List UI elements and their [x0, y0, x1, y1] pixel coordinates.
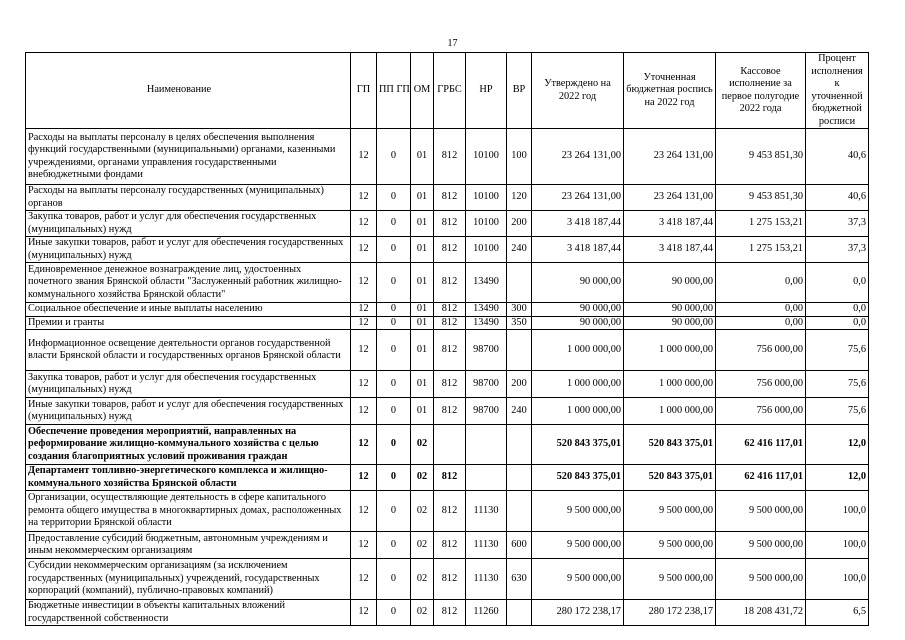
cell-gp: 12: [351, 559, 377, 600]
cell-cash: 1 275 153,21: [716, 237, 806, 263]
table-row: [26, 371, 869, 398]
cell-ppgp: 0: [377, 330, 411, 371]
cell-grbs: 812: [434, 532, 466, 559]
cell-np: 13490: [466, 263, 507, 303]
cell-np: 10100: [466, 185, 507, 211]
cell-refined: 23 264 131,00: [624, 185, 716, 211]
cell-vr: 300: [507, 303, 532, 317]
cell-refined: 1 000 000,00: [624, 398, 716, 425]
cell-np: 13490: [466, 316, 507, 330]
cell-om: 02: [411, 425, 434, 465]
table-row: [26, 559, 869, 600]
cell-name: Организации, осуществляющие деятельность в сфере капитального ремонта общего имущества в многоквартирных домах, расположенных на территории Брянской области: [26, 491, 351, 532]
cell-vr: [507, 425, 532, 465]
cell-gp: 12: [351, 237, 377, 263]
cell-name: Закупка товаров, работ и услуг для обеспечения государственных (муниципальных) нужд: [26, 211, 351, 237]
cell-refined: 1 000 000,00: [624, 330, 716, 371]
cell-refined: 9 500 000,00: [624, 491, 716, 532]
cell-om: 01: [411, 330, 434, 371]
cell-name: Социальное обеспечение и иные выплаты населению: [26, 303, 351, 317]
cell-name: Расходы на выплаты персоналу государственных (муниципальных) органов: [26, 185, 351, 211]
cell-name: Обеспечение проведения мероприятий, направленных на реформирование жилищно-коммунального хозяйства с целью создания благоприятных условий проживания граждан: [26, 425, 351, 465]
cell-percent: 75,6: [806, 330, 869, 371]
table-header-row: [26, 53, 869, 129]
cell-np: 98700: [466, 398, 507, 425]
cell-np: [466, 425, 507, 465]
cell-approved: 3 418 187,44: [532, 237, 624, 263]
cell-gp: 12: [351, 303, 377, 317]
cell-om: 01: [411, 263, 434, 303]
cell-percent: 37,3: [806, 237, 869, 263]
cell-om: 01: [411, 303, 434, 317]
cell-approved: 90 000,00: [532, 263, 624, 303]
cell-np: 10100: [466, 211, 507, 237]
cell-vr: [507, 330, 532, 371]
cell-cash: 18 208 431,72: [716, 600, 806, 626]
cell-np: 11130: [466, 491, 507, 532]
cell-name: Расходы на выплаты персоналу в целях обеспечения выполнения функций государственными (муниципальными) органами, казенными учреждениями, органами управления государственными внебюджетными фондами: [26, 129, 351, 185]
cell-gp: 12: [351, 371, 377, 398]
cell-gp: 12: [351, 316, 377, 330]
cell-name: Единовременное денежное вознаграждение лиц, удостоенных почетного звания Брянской области "Заслуженный работник жилищно-коммунального хозяйства Брянской области": [26, 263, 351, 303]
table-row: [26, 532, 869, 559]
cell-cash: 756 000,00: [716, 330, 806, 371]
header-om: ОМ: [411, 53, 434, 129]
cell-grbs: 812: [434, 600, 466, 626]
cell-grbs: 812: [434, 330, 466, 371]
cell-grbs: 812: [434, 559, 466, 600]
cell-percent: 12,0: [806, 465, 869, 491]
cell-name: Предоставление субсидий бюджетным, автономным учреждениям и иным некоммерческим организациям: [26, 532, 351, 559]
header-gp: ГП: [351, 53, 377, 129]
header-approved: Утверждено на 2022 год: [532, 53, 624, 129]
cell-grbs: 812: [434, 211, 466, 237]
cell-ppgp: 0: [377, 316, 411, 330]
cell-cash: 9 500 000,00: [716, 491, 806, 532]
cell-name: Информационное освещение деятельности органов государственной власти Брянской области и государственных органов Брянской области: [26, 330, 351, 371]
cell-np: 11260: [466, 600, 507, 626]
cell-refined: 520 843 375,01: [624, 465, 716, 491]
cell-vr: 350: [507, 316, 532, 330]
cell-approved: 520 843 375,01: [532, 465, 624, 491]
cell-vr: [507, 263, 532, 303]
cell-np: 98700: [466, 371, 507, 398]
table-row: [26, 398, 869, 425]
cell-name: Субсидии некоммерческим организациям (за исключением государственных (муниципальных) учреждений, государственных корпораций (компаний), публично-правовых компаний): [26, 559, 351, 600]
cell-grbs: 812: [434, 303, 466, 317]
cell-grbs: 812: [434, 237, 466, 263]
cell-cash: 756 000,00: [716, 398, 806, 425]
cell-percent: 100,0: [806, 532, 869, 559]
cell-om: 01: [411, 398, 434, 425]
header-grbs: ГРБС: [434, 53, 466, 129]
cell-approved: 1 000 000,00: [532, 398, 624, 425]
cell-percent: 0,0: [806, 316, 869, 330]
header-np: НР: [466, 53, 507, 129]
cell-cash: 0,00: [716, 263, 806, 303]
cell-ppgp: 0: [377, 303, 411, 317]
cell-percent: 6,5: [806, 600, 869, 626]
cell-vr: [507, 600, 532, 626]
cell-approved: 1 000 000,00: [532, 371, 624, 398]
cell-cash: 0,00: [716, 316, 806, 330]
cell-grbs: 812: [434, 398, 466, 425]
cell-percent: 0,0: [806, 303, 869, 317]
cell-name: Закупка товаров, работ и услуг для обеспечения государственных (муниципальных) нужд: [26, 371, 351, 398]
cell-grbs: 812: [434, 129, 466, 185]
cell-approved: 3 418 187,44: [532, 211, 624, 237]
cell-gp: 12: [351, 465, 377, 491]
cell-vr: 200: [507, 211, 532, 237]
cell-om: 02: [411, 600, 434, 626]
table-row: [26, 465, 869, 491]
cell-np: 98700: [466, 330, 507, 371]
cell-cash: 0,00: [716, 303, 806, 317]
cell-percent: 37,3: [806, 211, 869, 237]
cell-percent: 40,6: [806, 185, 869, 211]
cell-name: Иные закупки товаров, работ и услуг для обеспечения государственных (муниципальных) нужд: [26, 398, 351, 425]
cell-np: 10100: [466, 237, 507, 263]
header-percent: Процент исполнения к уточненной бюджетной росписи: [806, 53, 869, 129]
table-row: [26, 303, 869, 317]
cell-om: 02: [411, 465, 434, 491]
table-row: [26, 491, 869, 532]
table-row: [26, 237, 869, 263]
cell-refined: 3 418 187,44: [624, 237, 716, 263]
cell-grbs: 812: [434, 263, 466, 303]
cell-name: Премии и гранты: [26, 316, 351, 330]
cell-ppgp: 0: [377, 371, 411, 398]
cell-gp: 12: [351, 211, 377, 237]
cell-grbs: 812: [434, 465, 466, 491]
cell-refined: 90 000,00: [624, 263, 716, 303]
cell-gp: 12: [351, 263, 377, 303]
cell-om: 01: [411, 211, 434, 237]
cell-approved: 23 264 131,00: [532, 129, 624, 185]
cell-refined: 280 172 238,17: [624, 600, 716, 626]
cell-cash: 62 416 117,01: [716, 425, 806, 465]
cell-gp: 12: [351, 330, 377, 371]
cell-percent: 100,0: [806, 559, 869, 600]
cell-np: 11130: [466, 532, 507, 559]
cell-name: Иные закупки товаров, работ и услуг для обеспечения государственных (муниципальных) нужд: [26, 237, 351, 263]
cell-gp: 12: [351, 425, 377, 465]
cell-ppgp: 0: [377, 237, 411, 263]
cell-cash: 62 416 117,01: [716, 465, 806, 491]
table-body: [26, 129, 869, 626]
cell-ppgp: 0: [377, 185, 411, 211]
cell-cash: 756 000,00: [716, 371, 806, 398]
cell-ppgp: 0: [377, 211, 411, 237]
header-name: Наименование: [26, 53, 351, 129]
cell-np: 10100: [466, 129, 507, 185]
cell-vr: 100: [507, 129, 532, 185]
cell-ppgp: 0: [377, 600, 411, 626]
cell-np: 13490: [466, 303, 507, 317]
cell-approved: 9 500 000,00: [532, 532, 624, 559]
cell-grbs: 812: [434, 491, 466, 532]
cell-percent: 40,6: [806, 129, 869, 185]
cell-np: 11130: [466, 559, 507, 600]
cell-ppgp: 0: [377, 425, 411, 465]
cell-ppgp: 0: [377, 491, 411, 532]
cell-grbs: 812: [434, 371, 466, 398]
cell-cash: 1 275 153,21: [716, 211, 806, 237]
table-row: [26, 600, 869, 626]
table-row: [26, 211, 869, 237]
cell-ppgp: 0: [377, 559, 411, 600]
page-number: 17: [447, 38, 458, 49]
cell-approved: 1 000 000,00: [532, 330, 624, 371]
cell-om: 01: [411, 371, 434, 398]
cell-approved: 9 500 000,00: [532, 491, 624, 532]
cell-vr: 630: [507, 559, 532, 600]
cell-refined: 3 418 187,44: [624, 211, 716, 237]
cell-cash: 9 500 000,00: [716, 532, 806, 559]
cell-om: 02: [411, 491, 434, 532]
cell-vr: 200: [507, 371, 532, 398]
cell-gp: 12: [351, 532, 377, 559]
cell-percent: 0,0: [806, 263, 869, 303]
cell-refined: 1 000 000,00: [624, 371, 716, 398]
budget-table: [25, 52, 869, 626]
cell-approved: 90 000,00: [532, 303, 624, 317]
cell-om: 01: [411, 185, 434, 211]
cell-approved: 520 843 375,01: [532, 425, 624, 465]
cell-refined: 23 264 131,00: [624, 129, 716, 185]
cell-approved: 9 500 000,00: [532, 559, 624, 600]
cell-cash: 9 453 851,30: [716, 129, 806, 185]
cell-percent: 100,0: [806, 491, 869, 532]
cell-om: 02: [411, 532, 434, 559]
table-row: [26, 263, 869, 303]
cell-gp: 12: [351, 600, 377, 626]
cell-om: 01: [411, 237, 434, 263]
cell-refined: 90 000,00: [624, 303, 716, 317]
cell-gp: 12: [351, 129, 377, 185]
cell-name: Бюджетные инвестиции в объекты капитальных вложений государственной собственности: [26, 600, 351, 626]
cell-vr: 240: [507, 237, 532, 263]
table-row: [26, 185, 869, 211]
cell-ppgp: 0: [377, 263, 411, 303]
cell-grbs: 812: [434, 185, 466, 211]
cell-ppgp: 0: [377, 398, 411, 425]
cell-gp: 12: [351, 398, 377, 425]
cell-vr: [507, 465, 532, 491]
cell-percent: 75,6: [806, 398, 869, 425]
cell-refined: 90 000,00: [624, 316, 716, 330]
cell-approved: 280 172 238,17: [532, 600, 624, 626]
cell-percent: 12,0: [806, 425, 869, 465]
header-refined: Уточненная бюджетная роспись на 2022 год: [624, 53, 716, 129]
cell-np: [466, 465, 507, 491]
cell-vr: [507, 491, 532, 532]
cell-approved: 23 264 131,00: [532, 185, 624, 211]
cell-percent: 75,6: [806, 371, 869, 398]
cell-grbs: 812: [434, 316, 466, 330]
cell-om: 01: [411, 129, 434, 185]
cell-grbs: [434, 425, 466, 465]
cell-vr: 240: [507, 398, 532, 425]
cell-name: Департамент топливно-энергетического комплекса и жилищно-коммунального хозяйства Брянской области: [26, 465, 351, 491]
cell-refined: 9 500 000,00: [624, 532, 716, 559]
cell-vr: 600: [507, 532, 532, 559]
table-row: [26, 425, 869, 465]
cell-refined: 9 500 000,00: [624, 559, 716, 600]
cell-ppgp: 0: [377, 129, 411, 185]
cell-ppgp: 0: [377, 532, 411, 559]
table-row: [26, 330, 869, 371]
cell-gp: 12: [351, 491, 377, 532]
cell-cash: 9 453 851,30: [716, 185, 806, 211]
cell-vr: 120: [507, 185, 532, 211]
cell-gp: 12: [351, 185, 377, 211]
cell-om: 02: [411, 559, 434, 600]
header-ppgp: ПП ГП: [377, 53, 411, 129]
cell-om: 01: [411, 316, 434, 330]
cell-ppgp: 0: [377, 465, 411, 491]
table-row: [26, 129, 869, 185]
cell-cash: 9 500 000,00: [716, 559, 806, 600]
cell-approved: 90 000,00: [532, 316, 624, 330]
header-cash: Кассовое исполнение за первое полугодие 2022 года: [716, 53, 806, 129]
table-row: [26, 316, 869, 330]
header-vr: ВР: [507, 53, 532, 129]
cell-refined: 520 843 375,01: [624, 425, 716, 465]
